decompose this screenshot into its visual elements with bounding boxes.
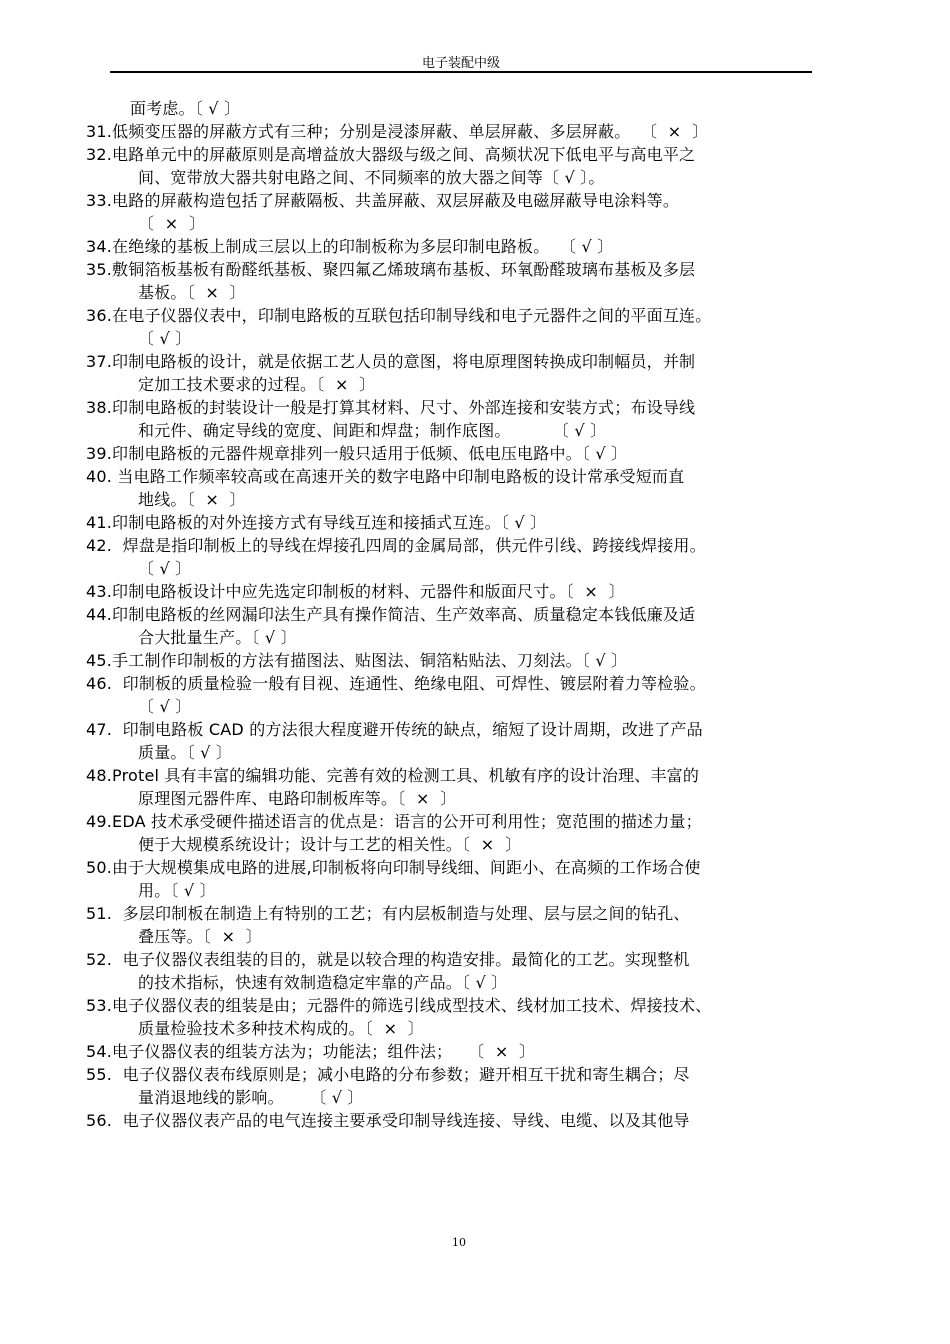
- item-text: EDA 技术承受硬件描述语言的优点是：语言的公开可利用性；宽范围的描述力量；: [112, 812, 702, 831]
- item-continuation-line: [86, 695, 816, 718]
- item-text: 质量。〔 √ 〕: [138, 743, 232, 762]
- document-body: [86, 97, 816, 1132]
- item-number: 43.: [86, 582, 113, 601]
- list-item: [86, 603, 816, 626]
- item-text: 的技术指标，快速有效制造稳定牢靠的产品。〔 √ 〕: [138, 973, 508, 992]
- item-text: 电子仪器仪表的组装是由；元器件的筛选引线成型技术、线材加工技术、焊接技术、: [112, 996, 712, 1015]
- item-continuation-line: [86, 833, 816, 856]
- item-text: 量消退地线的影响。 〔 √ 〕: [138, 1088, 364, 1107]
- item-text: 〔 √ 〕: [138, 329, 192, 348]
- item-continuation-line: [86, 787, 816, 810]
- item-text: 面考虑。〔 √ 〕: [130, 99, 241, 118]
- item-number: 51.: [86, 904, 113, 923]
- item-number: 35.: [86, 260, 113, 279]
- item-continuation-line: [86, 557, 816, 580]
- item-text: 印制电路板的封装设计一般是打算其材料、尺寸、外部连接和安装方式；布设导线: [112, 398, 696, 417]
- item-text: 电路单元中的屏蔽原则是高增益放大器级与级之间、高频状况下低电平与高电平之: [112, 145, 696, 164]
- item-text: 〔 √ 〕: [138, 697, 192, 716]
- item-text: 电子仪器仪表的组装方法为；功能法；组件法； 〔 × 〕: [112, 1042, 536, 1061]
- item-continuation-line: [86, 626, 816, 649]
- list-item: [86, 235, 816, 258]
- item-number: 31.: [86, 122, 113, 141]
- item-text: 印制电路板设计中应先选定印制板的材料、元器件和版面尺寸。〔 × 〕: [112, 582, 625, 601]
- item-number: 52.: [86, 950, 113, 969]
- item-number: 55.: [86, 1065, 113, 1084]
- item-continuation-line: [86, 488, 816, 511]
- item-text: 地线。〔 × 〕: [138, 490, 246, 509]
- item-text: 印制板的质量检验一般有目视、连通性、绝缘电阻、可焊性、镀层附着力等检验。: [112, 674, 706, 693]
- item-text: 由于大规模集成电路的进展,印制板将向印制导线细、间距小、在高频的工作场合使: [112, 858, 701, 877]
- item-text: 质量检验技术多种技术构成的。〔 × 〕: [138, 1019, 424, 1038]
- item-number: 39.: [86, 444, 113, 463]
- item-text: 在电子仪器仪表中，印制电路板的互联包括印制导线和电子元器件之间的平面互连。: [112, 306, 712, 325]
- item-continuation-line: [86, 419, 816, 442]
- list-item: [86, 1040, 816, 1063]
- item-number: 40.: [86, 467, 113, 486]
- item-text: 手工制作印制板的方法有描图法、贴图法、铜箔粘贴法、刀刻法。〔 √ 〕: [112, 651, 628, 670]
- item-number: 34.: [86, 237, 113, 256]
- list-item: [86, 511, 816, 534]
- item-text: 敷铜箔板基板有酚醛纸基板、聚四氟乙烯玻璃布基板、环氧酚醛玻璃布基板及多层: [112, 260, 696, 279]
- item-text: 印制电路板的元器件规章排列一般只适用于低频、低电压电路中。〔 √ 〕: [112, 444, 628, 463]
- page-header-title: 电子装配中级: [421, 56, 500, 71]
- item-number: 37.: [86, 352, 113, 371]
- item-text: 低频变压器的屏蔽方式有三种；分别是浸漆屏蔽、单层屏蔽、多层屏蔽。 〔 × 〕: [112, 122, 709, 141]
- item-text: 多层印制板在制造上有特别的工艺；有内层板制造与处理、层与层之间的钻孔、: [112, 904, 690, 923]
- item-continuation-line: [86, 327, 816, 350]
- list-item: [86, 994, 816, 1017]
- item-number: 41.: [86, 513, 113, 532]
- item-text: 当电路工作频率较高或在高速开关的数字电路中印制电路板的设计常承受短而直: [112, 467, 685, 486]
- item-text: 〔 √ 〕: [138, 559, 192, 578]
- item-text: 电路的屏蔽构造包括了屏蔽隔板、共盖屏蔽、双层屏蔽及电磁屏蔽导电涂料等。: [112, 191, 680, 210]
- item-number: 53.: [86, 996, 113, 1015]
- list-item: [86, 442, 816, 465]
- item-text: 印制电路板的对外连接方式有导线互连和接插式互连。〔 √ 〕: [112, 513, 547, 532]
- list-item: [86, 580, 816, 603]
- item-continuation-line: [86, 1017, 816, 1040]
- list-item: [86, 396, 816, 419]
- list-item: [86, 304, 816, 327]
- item-text: 合大批量生产。〔 √ 〕: [138, 628, 297, 647]
- item-text: 间、宽带放大器共射电路之间、不同频率的放大器之间等〔 √ 〕。: [138, 168, 605, 187]
- page-number: 10: [452, 1236, 466, 1249]
- item-number: 38.: [86, 398, 113, 417]
- list-item: [86, 672, 816, 695]
- item-number: 56.: [86, 1111, 113, 1130]
- list-item: [86, 465, 816, 488]
- item-text: 便于大规模系统设计；设计与工艺的相关性。〔 × 〕: [138, 835, 522, 854]
- list-item: [86, 764, 816, 787]
- header-rule: [110, 71, 812, 73]
- list-item: [86, 1109, 816, 1132]
- item-continuation-line: [86, 166, 816, 189]
- item-number: 36.: [86, 306, 113, 325]
- item-continuation-line: [86, 971, 816, 994]
- item-number: 33.: [86, 191, 113, 210]
- item-number: 50.: [86, 858, 113, 877]
- item-continuation-line: [86, 212, 816, 235]
- item-number: 45.: [86, 651, 113, 670]
- item-number: 46.: [86, 674, 113, 693]
- item-continuation-line: [86, 97, 816, 120]
- item-continuation-line: [86, 741, 816, 764]
- list-item: [86, 1063, 816, 1086]
- item-number: 54.: [86, 1042, 113, 1061]
- item-text: 焊盘是指印制板上的导线在焊接孔四周的金属局部，供元件引线、跨接线焊接用。: [112, 536, 706, 555]
- item-text: 电子仪器仪表组装的目的，就是以较合理的构造安排。最简化的工艺。实现整机: [112, 950, 690, 969]
- item-number: 49.: [86, 812, 113, 831]
- item-number: 42.: [86, 536, 113, 555]
- item-text: 叠压等。〔 × 〕: [138, 927, 262, 946]
- item-number: 48.: [86, 766, 113, 785]
- item-text: 印制电路板的设计，就是依据工艺人员的意图，将电原理图转换成印制幅员，并制: [112, 352, 696, 371]
- item-text: 〔 × 〕: [138, 214, 206, 233]
- item-continuation-line: [86, 879, 816, 902]
- list-item: [86, 810, 816, 833]
- list-item: [86, 856, 816, 879]
- item-text: 基板。〔 × 〕: [138, 283, 246, 302]
- item-text: 定加工技术要求的过程。〔 × 〕: [138, 375, 376, 394]
- list-item: [86, 143, 816, 166]
- item-continuation-line: [86, 925, 816, 948]
- item-number: 47.: [86, 720, 113, 739]
- item-text: 和元件、确定导线的宽度、间距和焊盘；制作底图。 〔 √ 〕: [138, 421, 607, 440]
- item-text: 在绝缘的基板上制成三层以上的印制板称为多层印制电路板。 〔 √ 〕: [112, 237, 614, 256]
- item-text: 原理图元器件库、电路印制板库等。〔 × 〕: [138, 789, 457, 808]
- list-item: [86, 649, 816, 672]
- item-continuation-line: [86, 1086, 816, 1109]
- item-number: 32.: [86, 145, 113, 164]
- item-number: 44.: [86, 605, 113, 624]
- item-text: 电子仪器仪表布线原则是；减小电路的分布参数；避开相互干扰和寄生耦合；尽: [112, 1065, 690, 1084]
- item-continuation-line: [86, 281, 816, 304]
- list-item: [86, 350, 816, 373]
- list-item: [86, 189, 816, 212]
- list-item: [86, 902, 816, 925]
- item-text: 电子仪器仪表产品的电气连接主要承受印制导线连接、导线、电缆、以及其他导: [112, 1111, 690, 1130]
- list-item: [86, 948, 816, 971]
- item-text: 印制电路板 CAD 的方法很大程度避开传统的缺点，缩短了设计周期，改进了产品: [112, 720, 703, 739]
- list-item: [86, 120, 816, 143]
- item-text: Protel 具有丰富的编辑功能、完善有效的检测工具、机敏有序的设计治理、丰富的: [112, 766, 700, 785]
- list-item: [86, 258, 816, 281]
- list-item: [86, 718, 816, 741]
- item-text: 用。〔 √ 〕: [138, 881, 216, 900]
- item-continuation-line: [86, 373, 816, 396]
- list-item: [86, 534, 816, 557]
- item-text: 印制电路板的丝网漏印法生产具有操作简洁、生产效率高、质量稳定本钱低廉及适: [112, 605, 696, 624]
